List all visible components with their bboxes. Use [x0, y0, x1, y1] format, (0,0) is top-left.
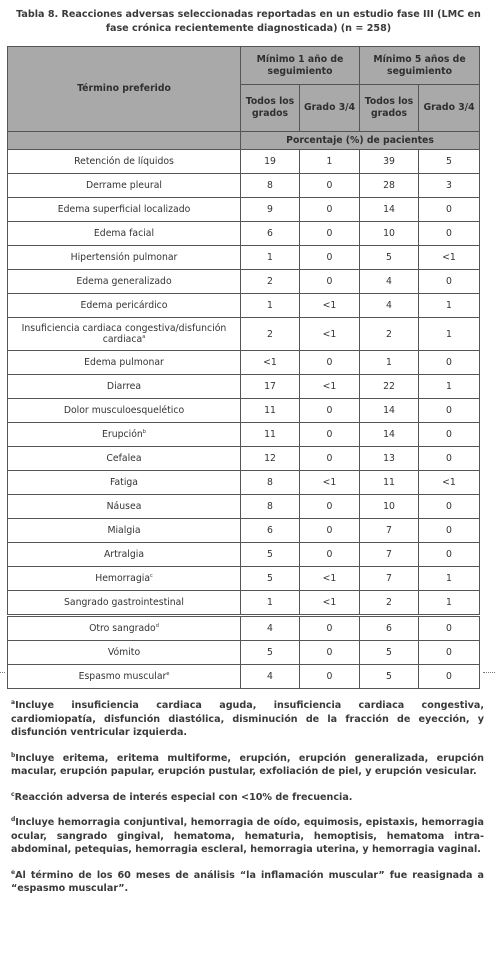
header-all-grades-1: Todos los grados [241, 85, 300, 132]
table-row [8, 222, 480, 246]
footnote-text: Incluye eritema, eritema multiforme, erupción, erupción generalizada, erupción macular, erupción papular, erupción pustular, exfoliación de piel, y erupción vesicular. [11, 752, 484, 777]
term-label: Vómito [107, 647, 141, 658]
value-cell: 0 [419, 423, 480, 447]
table-row [8, 198, 480, 222]
value-cell: 0 [419, 495, 480, 519]
value-cell: 5 [241, 567, 300, 591]
value-cell: 0 [419, 351, 480, 375]
value-cell: 0 [300, 174, 360, 198]
term-cell [8, 567, 241, 591]
value-cell: 19 [241, 150, 300, 174]
adverse-reactions-table [7, 46, 480, 689]
footnote [11, 752, 484, 779]
value-cell: <1 [300, 318, 360, 351]
value-cell: 0 [419, 222, 480, 246]
header-group2: Mínimo 5 años de seguimiento [360, 47, 480, 85]
table-row [8, 375, 480, 399]
value-cell: 8 [241, 471, 300, 495]
value-cell: 5 [360, 665, 419, 689]
value-cell: 10 [360, 222, 419, 246]
term-cell [8, 423, 241, 447]
footnotes [11, 699, 484, 908]
term-cell [8, 294, 241, 318]
table-row [8, 665, 480, 689]
value-cell: <1 [300, 375, 360, 399]
header-spacer [8, 132, 241, 150]
value-cell: 2 [360, 591, 419, 616]
header-term: Término preferido [8, 47, 241, 132]
value-cell: 5 [241, 543, 300, 567]
table-row [8, 616, 480, 641]
term-cell [8, 616, 241, 641]
table-body [8, 150, 480, 689]
term-label: Edema pulmonar [84, 357, 164, 368]
value-cell: 11 [360, 471, 419, 495]
term-cell [8, 399, 241, 423]
header-grade34-1: Grado 3/4 [300, 85, 360, 132]
term-cell [8, 198, 241, 222]
footnote [11, 791, 484, 805]
footnote-mark: a [142, 333, 146, 340]
footnote-mark: e [166, 670, 170, 677]
value-cell: 0 [300, 519, 360, 543]
value-cell: 1 [241, 246, 300, 270]
term-label: Hipertensión pulmonar [70, 252, 178, 263]
value-cell: <1 [419, 246, 480, 270]
term-cell [8, 519, 241, 543]
term-cell [8, 150, 241, 174]
value-cell: 11 [241, 399, 300, 423]
value-cell: 1 [241, 591, 300, 616]
term-label: Mialgia [107, 525, 141, 536]
value-cell: 8 [241, 495, 300, 519]
table-row [8, 150, 480, 174]
value-cell: 4 [241, 616, 300, 641]
value-cell: 2 [360, 318, 419, 351]
value-cell: 0 [419, 198, 480, 222]
value-cell: <1 [419, 471, 480, 495]
value-cell: 12 [241, 447, 300, 471]
term-label: Erupción [102, 429, 143, 440]
value-cell: 14 [360, 198, 419, 222]
value-cell: 0 [300, 665, 360, 689]
footnote-mark: d [11, 815, 16, 823]
term-cell [8, 351, 241, 375]
value-cell: 1 [419, 567, 480, 591]
term-label: Otro sangrado [89, 623, 156, 634]
table-row [8, 495, 480, 519]
table-row [8, 641, 480, 665]
table-row [8, 318, 480, 351]
value-cell: 1 [419, 294, 480, 318]
term-cell [8, 270, 241, 294]
value-cell: 17 [241, 375, 300, 399]
value-cell: 2 [241, 318, 300, 351]
table-row [8, 351, 480, 375]
value-cell: 14 [360, 399, 419, 423]
value-cell: 6 [360, 616, 419, 641]
value-cell: <1 [300, 471, 360, 495]
footnote-mark: b [142, 428, 146, 435]
value-cell: 6 [241, 519, 300, 543]
value-cell: 39 [360, 150, 419, 174]
term-cell [8, 222, 241, 246]
value-cell: 0 [300, 641, 360, 665]
value-cell: 0 [419, 270, 480, 294]
table-row [8, 270, 480, 294]
value-cell: <1 [300, 567, 360, 591]
value-cell: 0 [419, 641, 480, 665]
term-cell [8, 246, 241, 270]
value-cell: 9 [241, 198, 300, 222]
separator-dots-left [0, 672, 5, 673]
value-cell: 0 [300, 270, 360, 294]
value-cell: 4 [241, 665, 300, 689]
term-cell [8, 471, 241, 495]
header-all-grades-2: Todos los grados [360, 85, 419, 132]
value-cell: 0 [419, 399, 480, 423]
value-cell: 8 [241, 174, 300, 198]
value-cell: <1 [300, 294, 360, 318]
value-cell: 0 [419, 616, 480, 641]
term-label: Náusea [106, 501, 142, 512]
table-row [8, 471, 480, 495]
table-row [8, 294, 480, 318]
value-cell: 0 [300, 351, 360, 375]
value-cell: 5 [419, 150, 480, 174]
footnote [11, 869, 484, 896]
footnote-mark: c [11, 790, 15, 798]
value-cell: 10 [360, 495, 419, 519]
term-label: Retención de líquidos [74, 156, 174, 167]
table-row [8, 447, 480, 471]
value-cell: 7 [360, 519, 419, 543]
term-label: Sangrado gastrointestinal [64, 597, 184, 608]
value-cell: 7 [360, 543, 419, 567]
table-row [8, 519, 480, 543]
footnote-mark: e [11, 868, 16, 876]
value-cell: 22 [360, 375, 419, 399]
value-cell: 11 [241, 423, 300, 447]
table-row [8, 591, 480, 616]
value-cell: 0 [300, 447, 360, 471]
term-cell [8, 174, 241, 198]
footnote-mark: b [11, 751, 16, 759]
value-cell: 1 [300, 150, 360, 174]
term-label: Edema generalizado [76, 276, 172, 287]
value-cell: 2 [241, 270, 300, 294]
value-cell: 14 [360, 423, 419, 447]
value-cell: 5 [360, 641, 419, 665]
term-cell [8, 495, 241, 519]
value-cell: 0 [300, 399, 360, 423]
value-cell: 0 [300, 495, 360, 519]
separator-dots-right [483, 672, 495, 673]
term-cell [8, 447, 241, 471]
term-label: Cefalea [106, 453, 142, 464]
value-cell: 0 [300, 543, 360, 567]
table-row [8, 423, 480, 447]
value-cell: 5 [360, 246, 419, 270]
term-label: Derrame pleural [86, 180, 162, 191]
value-cell: 0 [419, 519, 480, 543]
header-grade34-2: Grado 3/4 [419, 85, 480, 132]
value-cell: <1 [300, 591, 360, 616]
value-cell: 0 [419, 447, 480, 471]
footnote-mark: c [150, 572, 153, 579]
term-label: Hemorragia [95, 573, 151, 584]
footnote-text: Incluye insuficiencia cardiaca aguda, insuficiencia cardiaca congestiva, cardiomiopatía, disfunción diastólica, disminución de la fracción de eyección, y disfunción ventricular izquierda. [11, 700, 484, 738]
term-cell [8, 591, 241, 616]
value-cell: 0 [300, 616, 360, 641]
value-cell: 0 [300, 222, 360, 246]
value-cell: 0 [300, 198, 360, 222]
value-cell: 4 [360, 294, 419, 318]
table-row [8, 174, 480, 198]
footnote-mark: a [11, 698, 16, 706]
table-row [8, 246, 480, 270]
footnote-text: Incluye hemorragia conjuntival, hemorragia de oído, equimosis, epistaxis, hemorragia ocular, sangrado gingival, hematoma, hematuria, hemoptisis, hematoma intra-abdominal, petequias, hemorragia escleral, hemorragia uterina, y hemorragia vaginal. [11, 817, 484, 855]
term-label: Insuficiencia cardiaca congestiva/disfunción cardiaca [21, 323, 227, 345]
value-cell: 4 [360, 270, 419, 294]
value-cell: 5 [241, 641, 300, 665]
value-cell: 1 [360, 351, 419, 375]
term-label: Fatiga [109, 477, 139, 488]
term-label: Artralgia [103, 549, 145, 560]
value-cell: 3 [419, 174, 480, 198]
term-cell [8, 665, 241, 689]
term-label: Edema facial [93, 228, 155, 239]
value-cell: 1 [419, 591, 480, 616]
table-row [8, 399, 480, 423]
term-label: Edema pericárdico [80, 300, 168, 311]
value-cell: 28 [360, 174, 419, 198]
value-cell: 6 [241, 222, 300, 246]
footnote-text: Al término de los 60 meses de análisis “la inflamación muscular” fue reasignada a “espasmo muscular”. [11, 869, 484, 894]
footnote-text: Reacción adversa de interés especial con <10% de frecuencia. [14, 791, 353, 803]
value-cell: 1 [419, 318, 480, 351]
term-label: Edema superficial localizado [57, 204, 191, 215]
footnote [11, 699, 484, 740]
value-cell: 0 [419, 543, 480, 567]
value-cell: 1 [241, 294, 300, 318]
term-cell [8, 375, 241, 399]
footnote-mark: d [155, 622, 159, 629]
value-cell: <1 [241, 351, 300, 375]
value-cell: 13 [360, 447, 419, 471]
term-label: Dolor musculoesquelético [63, 405, 185, 416]
value-cell: 0 [300, 423, 360, 447]
value-cell: 1 [419, 375, 480, 399]
table-row [8, 567, 480, 591]
term-cell [8, 641, 241, 665]
value-cell: 7 [360, 567, 419, 591]
header-unit: Porcentaje (%) de pacientes [241, 132, 480, 150]
term-label: Espasmo muscular [78, 671, 167, 682]
header-group1: Mínimo 1 año de seguimiento [241, 47, 360, 85]
term-cell [8, 543, 241, 567]
term-cell [8, 318, 241, 351]
term-label: Diarrea [106, 381, 142, 392]
table-title: Tabla 8. Reacciones adversas seleccionadas reportadas en un estudio fase III (LMC en fase crónica recientemente diagnosticada) (n = 258) [16, 9, 481, 34]
value-cell: 0 [419, 665, 480, 689]
table-row [8, 543, 480, 567]
value-cell: 0 [300, 246, 360, 270]
footnote [11, 816, 484, 857]
